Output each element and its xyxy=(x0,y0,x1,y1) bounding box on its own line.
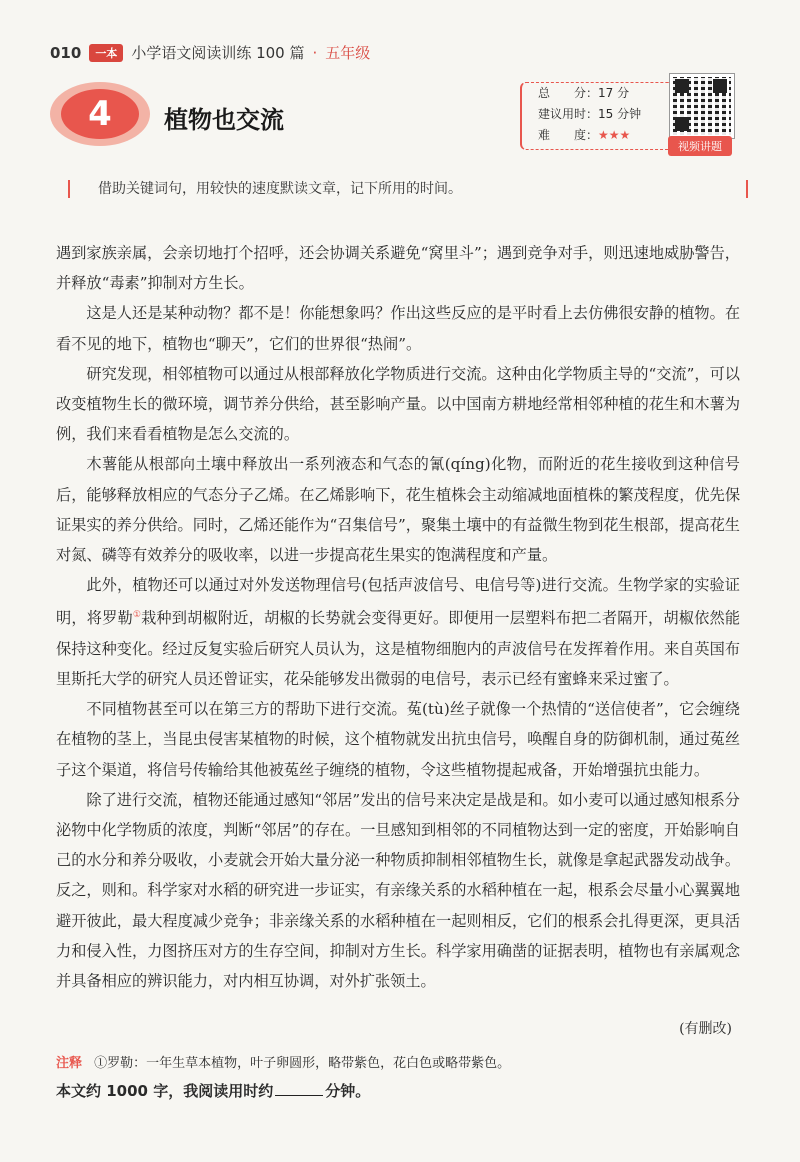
reading-time-line xyxy=(56,1080,370,1101)
score-value: 17 分 xyxy=(598,86,630,100)
paragraph: 不同植物甚至可以在第三方的帮助下进行交流。菟(tù)丝子就像一个热情的“送信使者”，它会缠绕在植物的茎上，当昆虫侵害某植物的时候，这个植物就发出抗虫信号，唤醒自身的防御机制，通过菟丝子这个渠道，将信号传输给其他被菟丝子缠绕的植物，令这些植物提起戒备，开始增强抗虫能力。 xyxy=(56,700,740,779)
book-title: 小学语文阅读训练 100 篇 xyxy=(131,44,305,62)
reading-time-prefix: 本文约 1000 字，我阅读用时约 xyxy=(56,1082,274,1100)
difficulty-stars: ★★★ xyxy=(598,128,631,142)
note-text: ①罗勒：一年生草本植物，叶子卵圆形，略带紫色，花白色或略带紫色。 xyxy=(94,1056,511,1071)
separator-dot: · xyxy=(312,43,318,62)
paragraph-text: 此外，植物还可以通过对外发送物理信号(包括声波信号、电信号等)进行交流。生物学家的实验证明，将罗勒 xyxy=(56,576,740,628)
paragraph: 木薯能从根部向土壤中释放出一系列液态和气态的氰(qíng)化物，而附近的花生接收到这种信号后，能够释放相应的气态分子乙烯。在乙烯影响下，花生植株会主动缩减地面植株的繁茂程度，优先保证果实的养分供给。同时，乙烯还能作为“召集信号”，聚集土壤中的有益微生物到花生根部，提高花生对氮、磷等有效养分的吸收率，以进一步提高花生果实的饱满程度和产量。 xyxy=(56,455,740,565)
qr-code-icon[interactable] xyxy=(670,74,734,138)
book-logo: 一本 xyxy=(89,44,123,62)
paragraph: 这是人还是某种动物？都不是！你能想象吗？作出这些反应的是平时看上去仿佛很安静的植物。在看不见的地下，植物也“聊天”，它们的世界很“热闹”。 xyxy=(56,304,740,353)
score-info-box xyxy=(520,82,670,150)
difficulty-label: 难 度： xyxy=(538,128,599,142)
reading-instruction: 借助关键词句，用较快的速度默读文章，记下所用的时间。 xyxy=(68,180,748,198)
score-label: 总 分： xyxy=(538,86,599,100)
source-note: (有删改) xyxy=(679,1021,732,1037)
paragraph xyxy=(56,570,740,694)
reading-time-blank[interactable] xyxy=(275,1081,323,1096)
paragraph: 除了进行交流，植物还能通过感知“邻居”发出的信号来决定是战是和。如小麦可以通过感知根系分泌物中化学物质的浓度，判断“邻居”的存在。一旦感知到相邻的不同植物达到一定的密度，开始影响自己的水分和养分吸收，小麦就会开始大量分泌一种物质抑制相邻植物生长，就像是拿起武器发动战争。反之，则和。科学家对水稻的研究进一步证实，有亲缘关系的水稻种植在一起，根系会尽量小心翼翼地避开彼此，最大程度减少竞争；非亲缘关系的水稻种植在一起则相反，它们的根系会扎得更深，更具活力和侵入性，力图挤压对方的生存空间，抑制对方生长。科学家用确凿的证据表明，植物也有亲属观念并具备相应的辨识能力，对内相互协调，对外扩张领土。 xyxy=(56,790,740,990)
lesson-number-badge xyxy=(50,82,150,146)
time-value: 15 分钟 xyxy=(598,107,642,121)
difficulty-row xyxy=(538,125,670,146)
note-label: 注释 xyxy=(56,1056,83,1071)
footnote xyxy=(56,1052,510,1071)
lesson-title: 植物也交流 xyxy=(164,106,284,134)
footnote-marker: ① xyxy=(132,610,142,621)
paragraph-text: 栽种到胡椒附近，胡椒的长势就会变得更好。即便用一层塑料布把二者隔开，胡椒依然能保持这种变化。经过反复实验后研究人员认为，这是植物细胞内的声波信号在发挥着作用。来自英国布里斯托大学的研究人员还曾证实，花朵能够发出微弱的电信号，表示已经有蜜蜂来采过蜜了。 xyxy=(56,609,741,688)
paragraph: 研究发现，相邻植物可以通过从根部释放化学物质进行交流。这种由化学物质主导的“交流”，可以改变植物生长的微环境，调节养分供给，甚至影响产量。以中国南方耕地经常相邻种植的花生和木薯为例，我们来看看植物是怎么交流的。 xyxy=(56,364,740,444)
lesson-number: 4 xyxy=(61,89,139,139)
reading-time-suffix: 分钟。 xyxy=(325,1082,371,1100)
page-header xyxy=(50,42,370,63)
video-lecture-button[interactable]: 视频讲题 xyxy=(668,136,732,156)
time-label: 建议用时： xyxy=(538,107,599,121)
grade-label: 五年级 xyxy=(325,44,371,62)
time-row xyxy=(538,104,670,125)
paragraph: 遇到家族亲属，会亲切地打个招呼，还会协调关系避免“窝里斗”；遇到竞争对手，则迅速地威胁警告，并释放“毒素”抑制对方生长。 xyxy=(56,244,740,293)
page-number: 010 xyxy=(50,43,82,62)
article-body xyxy=(56,238,740,996)
score-row xyxy=(538,83,670,104)
